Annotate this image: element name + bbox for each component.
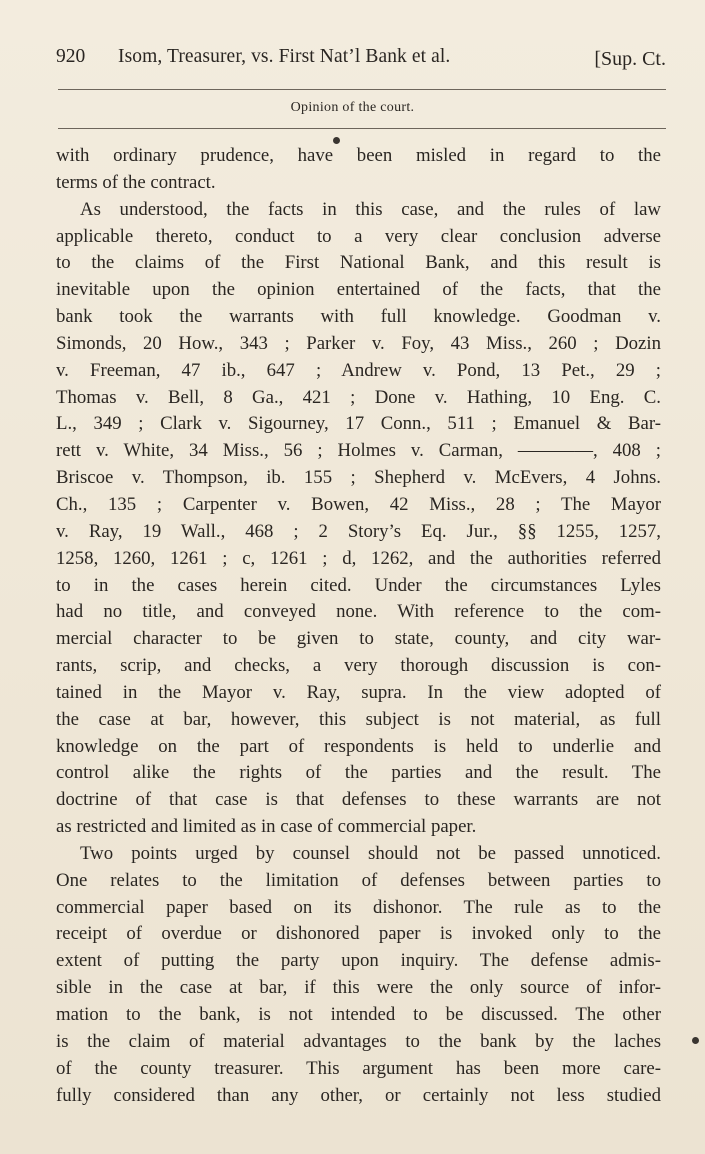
- text-line: Simonds, 20 How., 343 ; Parker v. Foy, 43 Miss., 260 ; Dozin: [56, 332, 661, 354]
- text-line: One relates to the limitation of defenses between parties to: [56, 869, 661, 891]
- ink-spot-mark: [692, 1037, 699, 1044]
- text-line: of the county treasurer. This argument has been more care-: [56, 1057, 661, 1079]
- text-line: v. Ray, 19 Wall., 468 ; 2 Story’s Eq. Jur., §§ 1255, 1257,: [56, 520, 661, 542]
- text-line: applicable thereto, conduct to a very clear conclusion adverse: [56, 225, 661, 247]
- text-line: 1258, 1260, 1261 ; c, 1261 ; d, 1262, and the authorities referred: [56, 547, 661, 569]
- text-line: with ordinary prudence, have been misled in regard to the: [56, 145, 661, 166]
- text-line: knowledge on the part of respondents is held to underlie and: [56, 735, 661, 757]
- text-line: receipt of overdue or dishonored paper is invoked only to the: [56, 923, 661, 945]
- text-line: bank took the warrants with full knowledge. Goodman v.: [56, 306, 661, 328]
- text-line: is the claim of material advantages to the bank by the laches: [56, 1030, 661, 1052]
- text-line: L., 349 ; Clark v. Sigourney, 17 Conn., 511 ; Emanuel & Bar-: [56, 413, 661, 435]
- text-line: sible in the case at bar, if this were the only source of infor-: [56, 977, 661, 999]
- text-line: Ch., 135 ; Carpenter v. Bowen, 42 Miss., 28 ; The Mayor: [56, 493, 661, 515]
- text-line: rett v. White, 34 Miss., 56 ; Holmes v. Carman, ————, 408 ;: [56, 440, 661, 462]
- text-line: v. Freeman, 47 ib., 647 ; Andrew v. Pond, 13 Pet., 29 ;: [56, 359, 661, 381]
- text-line: as restricted and limited as in case of commercial paper.: [56, 816, 477, 838]
- text-line: As understood, the facts in this case, and the rules of law: [80, 198, 661, 220]
- text-line: terms of the contract.: [56, 171, 216, 193]
- text-line: tained in the Mayor v. Ray, supra. In the view adopted of: [56, 681, 661, 703]
- text-line: control alike the rights of the parties and the result. The: [56, 762, 661, 784]
- ink-spot-mark: [333, 137, 340, 144]
- text-line: commercial paper based on its dishonor. The rule as to the: [56, 896, 661, 918]
- page-number: 920: [56, 46, 86, 67]
- text-line: inevitable upon the opinion entertained of the facts, that the: [56, 279, 661, 301]
- text-line: doctrine of that case is that defenses to these warrants are not: [56, 789, 661, 811]
- text-line: Briscoe v. Thompson, ib. 155 ; Shepherd v. McEvers, 4 Johns.: [56, 467, 661, 489]
- text-line: Two points urged by counsel should not be passed unnoticed.: [80, 842, 661, 864]
- running-header: [56, 40, 666, 74]
- running-title: Isom, Treasurer, vs. First Nat’l Bank et al.: [118, 46, 451, 67]
- text-line: the case at bar, however, this subject is not material, as full: [56, 708, 661, 730]
- subheading-rule: [58, 128, 666, 129]
- body-text: [56, 143, 661, 1109]
- text-line: mation to the bank, is not intended to be discussed. The other: [56, 1004, 661, 1025]
- text-line: mercial character to be given to state, county, and city war-: [56, 628, 661, 650]
- section-subheading: Opinion of the court.: [290, 100, 415, 115]
- text-line: had no title, and conveyed none. With reference to the com-: [56, 601, 661, 623]
- court-label: [Sup. Ct.: [594, 48, 666, 70]
- text-line: Thomas v. Bell, 8 Ga., 421 ; Done v. Hathing, 10 Eng. C.: [56, 386, 661, 408]
- text-line: rants, scrip, and checks, a very thorough discussion is con-: [56, 655, 661, 677]
- text-line: fully considered than any other, or certainly not less studied: [56, 1084, 661, 1106]
- text-line: extent of putting the party upon inquiry. The defense admis-: [56, 950, 661, 972]
- text-line: to the claims of the First National Bank, and this result is: [56, 252, 661, 274]
- text-line: to in the cases herein cited. Under the circumstances Lyles: [56, 574, 661, 596]
- header-rule: [58, 89, 666, 90]
